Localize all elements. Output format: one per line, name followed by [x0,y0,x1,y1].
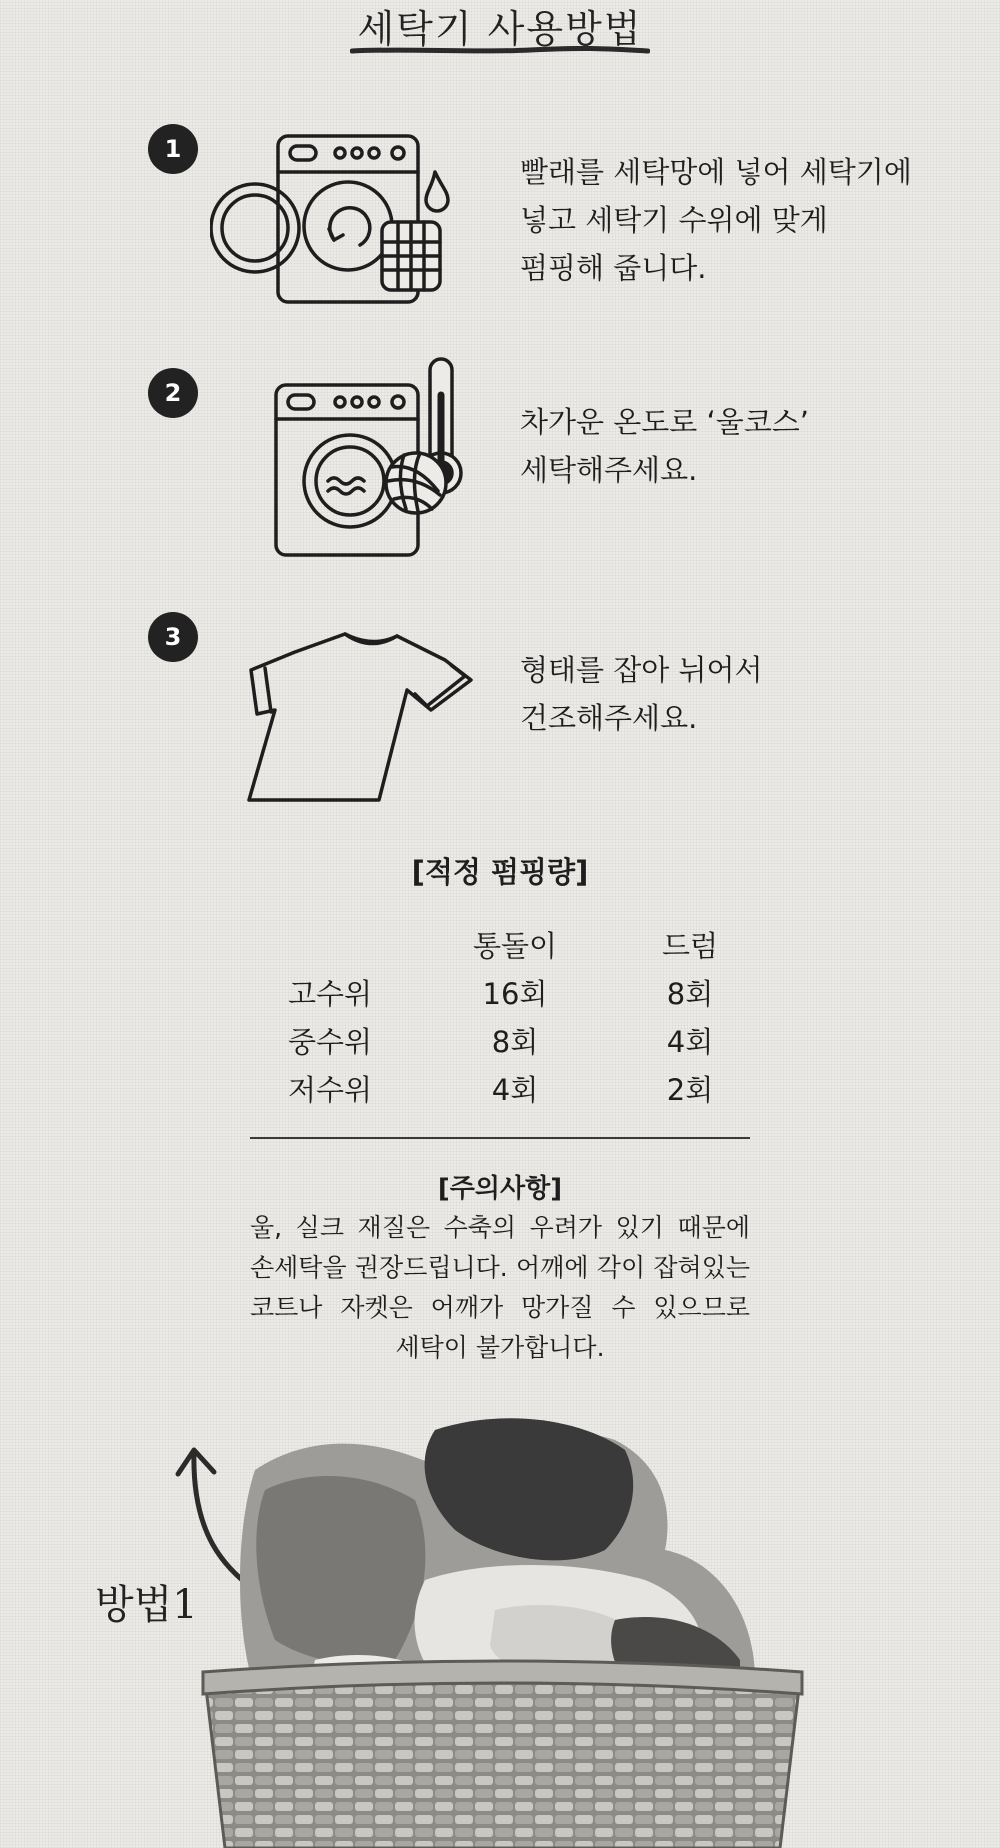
method-label: 방법1 [95,1582,198,1628]
washing-machine-wool-temperature-icon [270,355,470,560]
step-3-line: 건조해주세요. [520,701,698,735]
step-3-text [520,646,763,742]
pumping-table [250,920,760,1112]
caution-line: 세탁이 불가합니다. [395,1333,605,1362]
table-cell: 4회 [666,1024,714,1059]
washing-machine-laundry-icon [210,132,455,307]
step-1-badge: 1 [148,124,198,174]
title-underline [350,46,650,55]
step-3-line: 형태를 잡아 뉘어서 [520,653,763,687]
caution-line: 손세탁을 권장드립니다. 어깨에 각이 잡혀있는 [250,1253,750,1282]
table-cell: 중수위 [287,1024,373,1059]
step-3-badge: 3 [148,612,198,662]
table-cell: 2회 [666,1072,714,1107]
table-header-cell [250,920,410,968]
step-2-text [520,398,809,494]
table-cell: 8회 [666,976,714,1011]
step-2-line: 차가운 온도로 ‘울코스’ [520,405,809,439]
step-1-line: 빨래를 세탁망에 넣어 세탁기에 [520,155,912,189]
step-2-badge: 2 [148,368,198,418]
t-shirt-icon [245,630,475,805]
page-title: 세탁기 사용방법 [357,7,643,51]
caution-title: [주의사항] [437,1174,563,1204]
caution-body [250,1208,750,1368]
step-1-line: 넣고 세탁기 수위에 맞게 [520,203,828,237]
caution-line: 울, 실크 재질은 수축의 우려가 있기 때문에 [250,1213,750,1242]
step-1-text [520,148,912,292]
step-2-line: 세탁해주세요. [520,453,698,487]
section-divider [250,1137,750,1139]
table-row [250,1064,760,1112]
caution-line: 코트나 자켓은 어깨가 망가질 수 있으므로 [250,1293,750,1322]
table-header-row [250,920,760,968]
table-cell: 고수위 [287,976,373,1011]
step-1-line: 펌핑해 줍니다. [520,251,707,285]
table-cell: 16회 [482,976,548,1011]
table-cell: 4회 [491,1072,539,1107]
table-header-cell: 통돌이 [472,928,558,963]
table-header-cell: 드럼 [661,928,719,963]
table-cell: 저수위 [287,1072,373,1107]
table-cell: 8회 [491,1024,539,1059]
table-row [250,968,760,1016]
laundry-basket-image [195,1410,810,1848]
pumping-table-title: [적정 펌핑량] [411,855,589,889]
table-row [250,1016,760,1064]
